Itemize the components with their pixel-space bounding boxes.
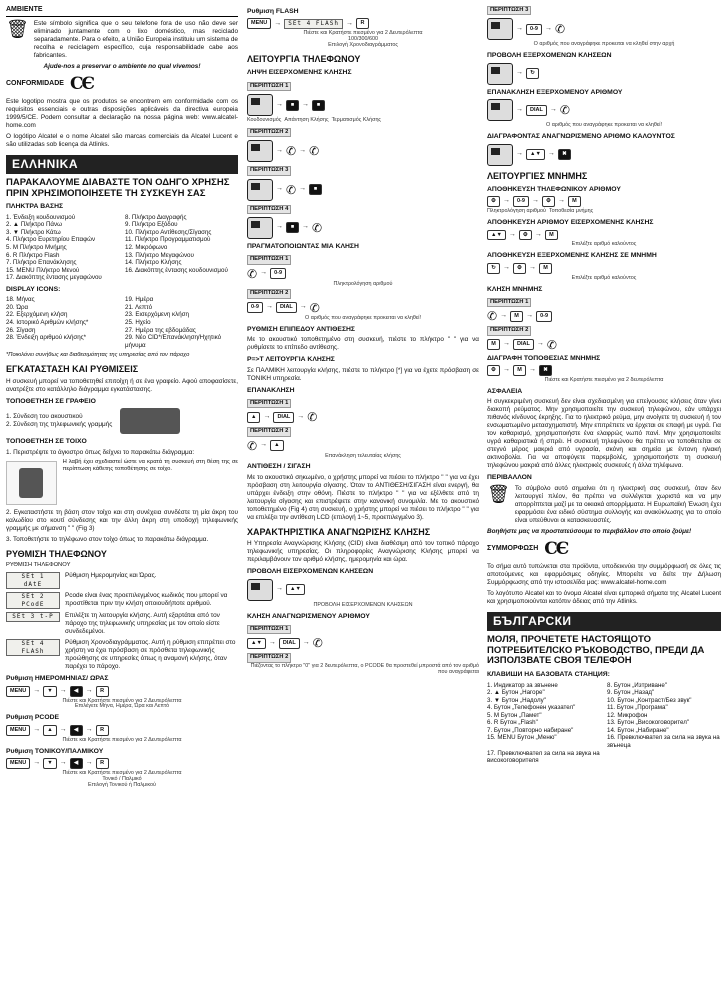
conformidade-text: Este logotipo mostra que os produtos se encontrem em conformidade com os requisitos essenciais e outras disposições aplicáveis da directiva europeia 1999/5/CE. Podem consultar a declaração na nossa página web: www.alcatel-home.com: [6, 98, 238, 129]
display-icon-item: 20. Ώρα: [6, 303, 29, 311]
view-incoming-heading: ΠΡΟΒΟΛΗ ΕΙΣΕΡΧΟΜΕΝΩΝ ΚΛΗΣΕΩΝ: [247, 568, 374, 576]
display-icons-list: [6, 296, 238, 349]
wall-hook-illustration: [6, 461, 57, 505]
handset-lift-icon: ✆: [286, 144, 297, 159]
delete-memory-diagram: ⚙ → M → ✖: [487, 365, 721, 376]
redial-outgoing-caption: Ο αριθμός που αναγράφηκε προκειται να κληθεί!: [546, 122, 662, 129]
crossed-bin-icon: 🗑: [487, 483, 510, 504]
date-caption-2: Επιλέγετε Μήνα, Ημέρα, Ώρα και Λεπτό: [74, 703, 170, 710]
conformidade-row: [6, 74, 238, 95]
store-outgoing-diagram: ↻ → ⚙ → M: [487, 263, 721, 274]
program-key: ⚙: [542, 196, 555, 207]
base-key-item: 17. Διακόπτης έντασης μεγαφώνου: [6, 274, 102, 282]
keypad-0-9: 0-9: [536, 311, 552, 322]
setup-row: [6, 572, 238, 589]
base-keys-heading: ΠΛΗΚΤΡΑ ΒΑΣΗΣ: [6, 203, 64, 211]
memcall-case-2-diagram: M → DIAL → ✆: [487, 339, 721, 351]
incoming-case-4-diagram: → ■ → ✆: [247, 217, 479, 239]
flash-setup-diagram: MENU → SEt 4 FLASh → R: [247, 18, 479, 29]
memory-key: M: [487, 339, 500, 350]
delete-heading: ΔΙΑΓΡΑΦΟΝΤΑΣ ΑΝΑΓΝΩΡΙΣΜΕΝΟ ΑΡΙΘΜΟ ΚΑΛΟΥΝΤΟΣ: [487, 133, 675, 141]
bulgarian-key-item: 16. Превключвател за сила на звука на звънеца: [607, 734, 720, 750]
incoming-case-1-diagram: → ■ → ■: [247, 94, 479, 116]
base-key-item: 1. Ένδειξη κουδουνισμού: [6, 213, 76, 221]
setup-text: Ρύθμιση Ημερομηνίας και Ώρας.: [65, 572, 157, 580]
brand-text-el: Το λογότυπο Alcatel και το όνομα Alcatel είναι εμπορικά σήματα της Alcatel Lucent και χρησιμοποιούνται κατόπιν άδειας από την Atlinks.: [487, 590, 721, 606]
pt-text: Σε ΠΑΛΜΙΚΗ λειτουργία κλήσης, πιέστε το πλήκτρο [*] για να έχετε πρόσβαση σε ΤΟΝΙΚΗ υπηρεσία.: [247, 366, 479, 382]
install-heading: ΕΓΚΑΤΑΣΤΑΣΗ ΚΑΙ ΡΥΘΜΙΣΕΙΣ: [6, 364, 139, 375]
pcode-setup-diagram: MENU → ▲ → ◀ → R: [6, 725, 238, 736]
tone-caption-3: Επιλογή Τονικού ή Παλμικού: [88, 781, 156, 788]
phone-ringing-icon: [247, 179, 273, 201]
desk-block: [6, 408, 238, 434]
store-heading: ΑΠΟΘΗΚΕΥΣΗ ΤΗΛΕΦΩΝΙΚΟΥ ΑΡΙΘΜΟΥ: [487, 185, 621, 193]
contrast-heading: ΡΥΘΜΙΣΗ ΕΠΙΠΕΔΟΥ ΑΝΤΙΘΕΣΗΣ: [247, 325, 356, 333]
view-incoming-diagram: → ▲▼: [247, 579, 479, 601]
up-down-key: ▲▼: [286, 584, 305, 595]
desk-phone-illustration: [120, 408, 180, 434]
bulgarian-key-item: 9. Бутон „Назад": [607, 689, 655, 697]
program-key: ⚙: [519, 230, 532, 241]
bulgarian-keys-heading: КЛАВИШИ НА БАЗОВАТА СТАНЦИЯ:: [487, 671, 610, 679]
display-icon-item: 24. Ιστορικό Αριθμών κλήσης*: [6, 318, 89, 326]
callback-case-3-label: ΠΕΡΙΠΤΩΣΗ 3: [487, 6, 531, 15]
incoming-case-3-label: ΠΕΡΙΠΤΩΣΗ 3: [247, 166, 291, 175]
pcode-caption: Πιέστε και Κρατήστε πιεσμένο για 2 Δευτερόλεπτα: [62, 736, 182, 743]
flash-caption-3: Επιλογή Χρονοδιαγράμματος: [328, 42, 398, 49]
phone-ringing-icon: [247, 140, 273, 162]
tone-setup-diagram: MENU → ▼ → ◀ → R: [6, 758, 238, 769]
display-icon-item: 29. Νέο CID*/Επανάκληση/Ηχητικό μήνυμα: [125, 334, 222, 349]
date-caption-1: Πιέστε και Κρατήστε πιεσμένο για 2 Δευτερόλεπτα: [62, 697, 182, 704]
phone-icon: [487, 144, 513, 166]
store-incoming-heading: ΑΠΟΘΗΚΕΥΣΗ ΑΡΙΘΜΟΥ ΕΙΣΕΡΧΟΜΕΝΗΣ ΚΛΗΣΗΣ: [487, 219, 654, 227]
redial-outgoing-heading: ΕΠΑΝΑΚΛΗΣΗ ΕΞΕΡΧΟΜΕΝΟΥ ΑΡΙΘΜΟΥ: [487, 88, 623, 96]
setup-lcd: SEt 4 FLASh: [6, 639, 60, 656]
delete-diagram: → ▲▼ → ✖: [487, 144, 721, 166]
answer-caption: Απάντηση Κλήσης: [284, 117, 329, 124]
redial-case-1-label: ΠΕΡΙΠΤΩΣΗ 1: [247, 399, 291, 408]
bulgarian-key-item: 7. Бутон „Повторно набиране": [487, 726, 574, 734]
memory-key: M: [545, 230, 558, 241]
handset-lift-icon: ✆: [247, 438, 258, 453]
safety-text: Η συγκεκριμένη συσκευή δεν είναι σχεδιασμένη για επείγουσες κλήσεις όταν γίνει διακοπή ρεύματος. Μην χρησιμοποιείτε την συσκευή τηλεφώνου, εάν υπάρχει πιθανός κίνδυνος έκρηξης. Για το ηλεκτρικό ρεύμα, μην ανοίγετε τη συσκευή ή τον ενσωματωμένο μετασχηματιστή. Μην επιτρέπετε να έρχεται σε επαφή με υγρά. Για τον καθαρισμό, χρησιμοποιήστε ένα ελαφρώς νωπό πανί. Μην χρησιμοποιείτε υγρά καθαριστικά ή σπρέι. Η συσκευή τηλεφώνου θα πρέπει να τοποθετείται σε στεγνό μέρος μακριά από υγρασία, σκόνη και σημεία με έντονη ηλιακή ακτινοβολία. Για να αποφύγετε παρεμβολές, χρησιμοποιήστε τη συσκευή τηλεφώνου μακριά από άλλες ηλεκτρικές συσκευές ή άλλα τηλέφωνα.: [487, 398, 721, 470]
dial-key: DIAL: [526, 105, 547, 116]
menu-key: MENU: [6, 758, 30, 769]
store-captions: [487, 209, 721, 215]
handset-lift-icon: ✆: [286, 182, 297, 197]
setup-lcd: SEt 3 t-P: [6, 612, 60, 622]
down-key: ▼: [43, 758, 56, 769]
pcode-setup-heading: Ρυθμιση PCODE: [6, 714, 60, 722]
keypad-0-9: 0-9: [513, 196, 529, 207]
wall-step-2: 2. Εγκαταστήστε τη βάση στον τοίχο και στη συνέχεια συνδέστε τη μία άκρη του καλωδίου στο κουτί σύνδεσης και την άλλη άκρη στη υποδοχή τηλεφωνικής γραμμής με σήμανση " " (Fig 3): [6, 508, 238, 532]
desk-step-2: 2. Σύνδεση της τηλεφωνικής γραμμής: [6, 421, 113, 429]
setup-lcd: SEt 1 dAtE: [6, 572, 60, 589]
contrast-text: Με το ακουστικό τοποθετημένο στη συσκευή, πιέστε το πλήκτρο " " για να ρυθμίσετε το επίπεδο αντίθεσης.: [247, 336, 479, 352]
display-icon-item: 26. Σίγαση: [6, 326, 36, 334]
delete-key: ✖: [558, 149, 571, 160]
compliance-text: Το σήμα αυτό τυπώνεται στα προϊόντα, υποδεικνύει την συμμόρφωσή σε όλες τις αποτούμενες και εφαρμόσιμες οδηγίες. Μπορείτε να δείτε την Δήλωση Συμμόρφωσης από την ιστοσελίδα μας: www.alcatel-home.com: [487, 563, 721, 587]
callback-case-2-label: ΠΕΡΙΠΤΩΣΗ 2: [247, 653, 291, 662]
environment-heading: ΠΕΡΙΒΑΛΛΟΝ: [487, 474, 532, 482]
base-key-item: 9. Πλήκτρο Εξόδου: [125, 221, 178, 229]
phone-ringing-icon: [247, 217, 273, 239]
program-key: ⚙: [487, 196, 500, 207]
column-right: [487, 4, 721, 996]
make-case-2-label: ΠΕΡΙΠΤΩΣΗ 2: [247, 289, 291, 298]
safety-heading: ΑΣΦΑΛΕΙΑ: [487, 387, 523, 395]
program-key: ⚙: [513, 263, 526, 274]
predial-caption: Ο αριθμός που αναγράφηκε προκειται να κληθεί!: [305, 314, 421, 321]
handset-lift-icon: ✆: [247, 266, 258, 281]
bulgarian-key-item: 17. Превключвател за сила на звука на високоговорителя: [487, 749, 600, 765]
keypad-0-9: 0-9: [526, 24, 542, 35]
handset-lift-icon: ✆: [312, 636, 323, 651]
date-setup-diagram: MENU → ▼ → ◀ → R: [6, 686, 238, 697]
bulgarian-banner: БЪЛГАРСКИ: [487, 612, 721, 631]
make-case-2-diagram: 0-9 → DIAL → ✆: [247, 302, 479, 314]
select-caller-caption: Επιλέξτε αριθμό καλούντος: [571, 241, 637, 248]
ambiente-text: Este símbolo significa que o seu telefone fora de uso não deve ser eliminado juntamente com o lixo doméstico, mas reciclado separadamente. Para o efeito, a União Europeia instituiu um sistema de recolha e reciclagem específico, cuja responsabilidade cabe aos fabricantes.: [33, 19, 238, 59]
wall-step-1b: Η λαβή έχει σχεδιαστεί ώστε να κρατά τη συσκευή στη θέση της σε περίπτωση κάθετης τοποθέτησης σε τοίχο.: [62, 458, 238, 472]
bulgarian-key-item: 15. MENU Бутон „Меню": [487, 734, 557, 742]
speaker-key: ■: [312, 100, 325, 111]
handset-lift-icon: ✆: [487, 309, 498, 324]
display-icons-heading: DISPLAY ICONS:: [6, 285, 61, 293]
base-key-item: 4. Πλήκτρο Ευρετηρίου Επαφών: [6, 236, 96, 244]
menu-key: MENU: [6, 725, 30, 736]
display-icon-item: 18. Μήνας: [6, 296, 35, 304]
redial-key: ▲: [270, 440, 283, 451]
memcall-case-2-label: ΠΕΡΙΠΤΩΣΗ 2: [487, 326, 531, 335]
base-key-item: 12. Μικρόφωνο: [125, 243, 168, 251]
desk-step-1: 1. Σύνδεση του ακουστικού: [6, 413, 83, 421]
bulgarian-keys-list: [487, 682, 721, 765]
memory-heading: ΛΕΙΤΟΥΡΓΙΕΣ ΜΝΗΜΗΣ: [487, 170, 588, 181]
dial-caption: Πληκτρολόγηση αριθμού: [333, 280, 393, 287]
up-key: ▲: [43, 725, 56, 736]
make-case-1-diagram: ✆ → 0-9: [247, 268, 479, 280]
brand-text-pt: O logótipo Alcatel e o nome Alcatel são marcas comerciais da Alcatel Lucent e são utilizadas sob licença da Atlinks.: [6, 133, 238, 148]
cid-heading: ΧΑΡΑΚΤΗΡΙΣΤΙΚΑ ΑΝΑΓΝΩΡΙΣΗΣ ΚΛΗΣΗΣ: [247, 526, 431, 537]
store-outgoing-heading: ΑΠΟΘΗΚΕΥΣΗ ΕΞΕΡΧΟΜΕΝΗΣ ΚΛΗΣΗΣ ΣΕ ΜΝΗΜΗ: [487, 252, 657, 260]
environment-block: [487, 485, 721, 528]
delete-memory-caption: Πιέστε και Κρατήστε πιεσμένο για 2 δευτερόλεπτα: [544, 377, 664, 384]
keypad-0-9: 0-9: [247, 302, 263, 313]
base-key-item: 10. Πλήκτρο Αντίθεσης/Σίγασης: [125, 228, 212, 236]
setup-row: [6, 639, 238, 671]
compliance-row: [487, 539, 721, 560]
handset-hangup-icon: ✆: [312, 220, 323, 235]
incoming-heading: ΛΗΨΗ ΕΙΣΕΡΧΟΜΕΝΗΣ ΚΛΗΣΗΣ: [247, 69, 352, 77]
bulgarian-key-item: 13. Бутон „Високоговорител": [607, 719, 690, 727]
bulgarian-key-item: 6. R Бутон „Flash": [487, 719, 538, 727]
handset-hangup-icon: ✆: [309, 144, 320, 159]
setup-text: Ρύθμιση Χρονοδιαγράμματος. Αυτή η ρύθμιση επιτρέπει στο χρήστη να έχει πρόσβαση σε πρόσθετα τηλεφωνικής προώθησης σε υπηρεσίες όπως η αναμονή κλήσης, όταν παρέχει το πάροχο.: [65, 639, 236, 671]
setup-row: [6, 612, 238, 636]
ce-mark-icon: CЄ: [544, 538, 568, 559]
handset-lift-icon: ✆: [546, 337, 557, 352]
redial-outgoing-diagram: → DIAL → ✆: [487, 99, 721, 121]
callback-case-1-label: ΠΕΡΙΠΤΩΣΗ 1: [247, 625, 291, 634]
flash-lcd: SEt 4 FLASh: [284, 19, 343, 29]
display-icon-item: 27. Ημέρα της εβδομάδας: [125, 326, 196, 334]
delete-key: ✖: [539, 365, 552, 376]
wall-heading: ΤΟΠΟΘΕΤΗΣΗ ΣΕ ΤΟΙΧΟ: [6, 438, 87, 446]
up-down-key: ▲▼: [526, 149, 545, 160]
setup-lcd: SEt 2 PCodE: [6, 592, 60, 609]
keypad-0-9: 0-9: [270, 268, 286, 279]
up-down-key: ▲▼: [247, 638, 266, 649]
r-key: R: [96, 758, 109, 769]
base-key-item: 6. R Πλήκτρο Flash: [6, 251, 60, 259]
ce-mark-icon: CЄ: [69, 73, 94, 94]
dial-key: DIAL: [276, 302, 297, 313]
conformidade-heading: CONFORMIDADE: [6, 80, 64, 87]
menu-key: MENU: [247, 18, 271, 29]
end-caption: Τερματισμός Κλήσης: [331, 117, 382, 124]
menu-key: MENU: [6, 686, 30, 697]
environment-slogan: Βοηθήστε μας να προστατεύσουμε το περιβάλλον στο οποίο ζούμε!: [487, 527, 692, 535]
base-key-item: 2. ▲ Πλήκτρο Πάνω: [6, 221, 62, 229]
base-key-item: 8. Πλήκτρο Διαγραφής: [125, 213, 187, 221]
date-setup-heading: Ρυθμιση ΗΜΕΡΟΜΗΝΙΑΣ/ ΩΡΑΣ: [6, 675, 109, 683]
setup-subheading: ΡΥΘΜΙΣΗ ΤΗΛΕΦΩΝΟΥ: [6, 561, 71, 568]
display-icon-item: 19. Ημέρα: [125, 296, 154, 304]
crossed-bin-icon: 🗑: [6, 18, 29, 39]
make-case-1-label: ΠΕΡΙΠΤΩΣΗ 1: [247, 255, 291, 264]
base-key-item: 15. MENU Πλήκτρο Μενού: [6, 266, 80, 274]
setup-text: Επιλέξτε τη λειτουργία κλήσης. Αυτή εξαρτάται από τον πάροχο της τηλεφωνικής υπηρεσίας με τον οποίο είστε συνδεδεμένοι.: [65, 612, 220, 636]
greek-read-title: ΠΑΡΑΚΑΛΟΥΜΕ ΔΙΑΒΑΣΤΕ ΤΟΝ ΟΔΗΓΟ ΧΡΗΣΗΣ ΠΡΙΝ ΧΡΗΣΙΜΟΠΟΙΗΣΕΤΕ ΤΗ ΣΥΣΚΕΥΗ ΣΑΣ: [6, 177, 230, 199]
base-key-item: 7. Πλήκτρο Επανάκλησης: [6, 259, 77, 267]
bulgarian-key-item: 8. Бутон „Изтриване": [607, 681, 668, 689]
mute-heading: ΑΝΤΙΘΕΣΗ / ΣΙΓΑΣΗ: [247, 463, 311, 471]
callback-heading: ΚΛΗΣΗ ΑΝΑΓΝΩΡΙΣΜΕΝΟΥ ΑΡΙΘΜΟΥ: [247, 612, 370, 620]
redial-caption: Επανάκληση τελευταίας κλήσης: [325, 452, 401, 459]
tone-caption: Πιέστε και Κρατήστε πιεσμένο για 2 Δευτερόλεπτα: [62, 770, 182, 777]
flash-caption: Πιέστε και Κρατήστε πιεσμένο για 2 Δευτερόλεπτα: [303, 30, 423, 37]
memory-key: M: [539, 263, 552, 274]
handset-lift-icon: ✆: [559, 103, 570, 118]
store-diagram: ⚙ → 0-9 → ⚙ → M: [487, 196, 721, 207]
callback-case-3-diagram: → 0-9 → ✆: [487, 18, 721, 40]
enter-key: ◀: [70, 725, 83, 736]
column-middle: [247, 4, 479, 996]
speaker-key: ■: [309, 184, 322, 195]
flash-caption-2: 100/300/600: [348, 36, 378, 43]
phone-ringing-icon: [247, 94, 273, 116]
bulgarian-key-item: [607, 750, 721, 765]
install-text: Η συσκευή μπορεί να τοποθετηθεί επιτοίχη ή σε ένα γραφείο. Αφού αποφασίσετε, ανατρέξτε στο κατάλληλο διάγραμμα εγκατάστασης.: [6, 377, 238, 393]
wall-step-1: 1. Περιστρέψτε το άγκιστρο όπως δείχνει το παρακάτω διάγραμμα:: [6, 448, 195, 456]
wall-step-3: 3. Τοποθετήστε το τηλέφωνο στον τοίχο όπως το παρακάτω διάγραμμα.: [6, 535, 209, 543]
ambiente-slogan: Ajude-nos a preservar o ambiente no qual vivemos!: [43, 62, 201, 70]
redial-case-2-label: ΠΕΡΙΠΤΩΣΗ 2: [247, 427, 291, 436]
delete-memory-heading: ΔΙΑΓΡΑΦΗ ΤΟΠΟΘΕΣΙΑΣ ΜΝΗΜΗΣ: [487, 354, 601, 362]
incoming-case-1-captions: [247, 118, 479, 124]
memory-key: M: [568, 196, 581, 207]
memory-key: M: [513, 365, 526, 376]
memory-key: M: [510, 311, 523, 322]
redial-key: ↻: [526, 68, 539, 79]
phone-icon: [487, 99, 513, 121]
bulgarian-key-item: 3. ▼ Бутон „Надолу": [487, 696, 546, 704]
store-incoming-diagram: ▲▼ → ⚙ → M: [487, 230, 721, 241]
bulgarian-key-item: 10. Бутон „Контраст/Без звук": [607, 696, 692, 704]
bulgarian-key-item: 2. ▲ Бутон „Нагоре": [487, 689, 545, 697]
down-key: ▼: [43, 686, 56, 697]
redial-key: ▲: [247, 412, 260, 423]
base-keys-list: [6, 214, 238, 282]
program-key: ⚙: [487, 365, 500, 376]
case3-caption: Ο αριθμός που αναγράφηκε προκειται να κληθεί στην αρχή: [533, 41, 675, 48]
tone-setup-heading: Ρυθμιση ΤΟΝΙΚΟΥ/ΠΑΛΜΙΚΟΥ: [6, 747, 104, 755]
handset-lift-icon: ✆: [309, 300, 320, 315]
up-down-key: ▲▼: [487, 230, 506, 241]
store-caption-1: Πληκτρολόγηση αριθμού: [487, 208, 546, 215]
memcall-case-1-label: ΠΕΡΙΠΤΩΣΗ 1: [487, 298, 531, 307]
base-key-item: [125, 274, 238, 282]
r-key: R: [96, 686, 109, 697]
select-caller-caption-2: Επιλέξτε αριθμό καλούντος: [571, 274, 637, 281]
display-icon-item: 21. Λεπτό: [125, 303, 153, 311]
ambiente-block: [6, 20, 238, 63]
setup-text: Pcode είναι ένας προεπιλεγμένος κωδικός που μπορεί να προστίθεται πριν την κλήση οποιουδήποτε αριθμού.: [65, 592, 228, 608]
incoming-case-3-diagram: → ✆ → ■: [247, 179, 479, 201]
flash-setup-heading: Ρυθμιση FLASH: [247, 8, 299, 15]
r-key: R: [96, 725, 109, 736]
redial-case-2-diagram: ✆ → ▲: [247, 440, 479, 452]
display-icon-item: 23. Εισερχόμενη κλήση: [125, 311, 189, 319]
make-call-heading: ΠΡΑΓΜΑΤΟΠΟΙΩΝΤΑΣ ΜΙΑ ΚΛΗΣΗ: [247, 242, 359, 250]
callback-case-1-diagram: ▲▼ → DIAL → ✆: [247, 637, 479, 649]
compliance-heading: ΣΥΜΜΟΡΦΩΣΗ: [487, 545, 539, 553]
bulgarian-key-item: 4. Бутон „Телефонен указател": [487, 704, 576, 712]
view-outgoing-heading: ΠΡΟΒΟΛΗ ΕΞΕΡΧΟΜΕΝΩΝ ΚΛΗΣΕΩΝ: [487, 52, 612, 60]
redial-key: ↻: [487, 263, 500, 274]
environment-text: Το σύμβολο αυτό σημαίνει ότι η ηλεκτρική σας συσκευή, όταν δεν λειτουργεί πλέον, θα πρέπει να συλλέγεται χωριστά και να μην απορρίπτεται μαζί με τα οικιακά απορρίμματα. Η Ευρωπαϊκή Ένωση έχει εφαρμόσει ένα ειδικό σύστημα συλλογής και ανακύκλωσης για το οποίο είναι υπεύθυνοι οι κατασκευαστές.: [514, 484, 721, 524]
cid-text: Η Υπηρεσία Αναγνώρισης Κλήσης (CID) είναι διαθέσιμη από τον τοπικό πάροχο τηλεφωνικής υπηρεσίας. Οι πληροφορίες Αναγνώρισης Κλήσης μπορεί να περιλαμβάνουν τον αριθμό κλήσης, ημερομηνία και ώρα.: [247, 540, 479, 564]
redial-case-1-diagram: ▲ → DIAL → ✆: [247, 411, 479, 423]
bulgarian-key-item: 11. Бутон „Програма": [607, 704, 668, 712]
memory-call-heading: ΚΛΗΣΗ ΜΝΗΜΗΣ: [487, 285, 543, 293]
base-key-item: 11. Πλήκτρο Προγραμματισμού: [125, 236, 211, 244]
callback-caption: Πιέζοντας το πλήκτρο "0" για 2 δευτερόλεπτα, ο PCODE θα προστεθεί μπροστά από τον αριθμό που αναγράφεται: [250, 662, 479, 675]
r-key: R: [356, 18, 369, 29]
handset-lift-icon: ✆: [307, 410, 318, 425]
setup-heading: ΡΥΘΜΙΣΗ ΤΗΛΕΦΩΝΟΥ: [6, 548, 107, 559]
tone-caption-2: Τονικό / Παλμικό: [102, 775, 142, 782]
incoming-case-1-label: ΠΕΡΙΠΤΩΣΗ 1: [247, 82, 291, 91]
bulgarian-key-item: 5. M Бутон „Памет": [487, 711, 542, 719]
base-key-item: 13. Πλήκτρο Μεγαφώνου: [125, 251, 194, 259]
bulgarian-key-item: 1. Индикатор за звънене: [487, 681, 558, 689]
display-icon-item: 22. Εξερχόμενη κλήση: [6, 311, 68, 319]
speaker-key: ■: [286, 222, 299, 233]
setup-list: [6, 572, 238, 671]
bulgarian-read-title: МОЛЯ, ПРОЧЕТЕТЕ НАСТОЯЩОТО ПОТРЕБИТЕЛСКО РЪКОВОДСТВО, ПРЕДИ ДА ИЗПОЛЗВАТЕ СВОЯ ТЕЛЕФОН: [487, 634, 705, 667]
incoming-case-2-label: ΠΕΡΙΠΤΩΣΗ 2: [247, 128, 291, 137]
mute-text: Με το ακουστικό σηκωμένο, ο χρήστης μπορεί να πιέσει το πλήκτρο " " για να έχει πρόσβαση στη λειτουργία σίγασης. Όταν το ΑΝΤΙΘΕΣΗ/ΣΙΓΑΣΗ είναι ενεργή, θα υπάρχει ένδειξη στην οθόνη. Πιέστε το πλήκτρο " " για να εξέλθετε από τη λειτουργία σίγασης και επιστρέψετε στην κανονική συνομιλία. Με το ακουστικό τοποθετημένο (Fig 4) στη συσκευή, ο χρήστης μπορεί να πιέσει το πλήκτρο " " για να επιλέξει την αντίθεση LCD (επιλογή 1~5, προεπιλεγμένο 3).: [247, 473, 479, 521]
operation-heading: ΛΕΙΤΟΥΡΓΙΑ ΤΗΛΕΦΩΝΟΥ: [247, 54, 361, 65]
incoming-case-2-diagram: → ✆ → ✆: [247, 140, 479, 162]
handset-lift-icon: ✆: [554, 22, 566, 37]
ringing-caption: Κουδουνισμός: [247, 117, 282, 124]
display-icon-item: 28. Ένδειξη αριθμού κλήσης*: [6, 334, 87, 342]
enter-key: ◀: [70, 758, 83, 769]
bulgarian-key-item: 14. Бутон „Набиране": [607, 726, 669, 734]
phone-icon: [487, 63, 513, 85]
dial-key: DIAL: [513, 339, 534, 350]
display-note: *Ποικιλόνει συνήθως και διαθεσιμότητας της υπηρεσίας από τον πάροχο: [6, 352, 190, 359]
display-icon-item: 25. Ηχείο: [125, 318, 151, 326]
setup-row: [6, 592, 238, 609]
memcall-case-1-diagram: ✆ → M → 0-9: [487, 310, 721, 322]
pt-heading: P=>T ΛΕΙΤΟΥΡΓΙΑ ΚΛΗΣΗΣ: [247, 356, 335, 364]
desk-heading: ΤΟΠΟΘΕΤΗΣΗ ΣΕ ΓΡΑΦΕΙΟ: [6, 397, 96, 405]
base-key-item: 16. Διακόπτης έντασης κουδουνισμού: [125, 266, 228, 274]
store-caption-2: Τοποθεσία μνήμης: [548, 208, 594, 215]
enter-key: ◀: [70, 686, 83, 697]
dial-key: DIAL: [273, 412, 294, 423]
speaker-key: ■: [286, 100, 299, 111]
bulgarian-key-item: 12. Микрофон: [607, 711, 648, 719]
phone-icon: [247, 579, 273, 601]
phone-icon: [487, 18, 513, 40]
incoming-case-4-label: ΠΕΡΙΠΤΩΣΗ 4: [247, 205, 291, 214]
view-outgoing-diagram: → ↻: [487, 63, 721, 85]
ambiente-heading: AMBIENTE: [6, 6, 238, 17]
wall-block: [6, 459, 238, 507]
redial-heading: ΕΠΑΝΑΚΛΗΣΗ: [247, 386, 295, 394]
greek-banner: ΕΛΛΗΝΙΚΑ: [6, 155, 238, 174]
base-key-item: 5. M Πλήκτρο Μνήμης: [6, 243, 67, 251]
base-key-item: 14. Πλήκτρο Κλήσης: [125, 259, 182, 267]
column-left: [6, 4, 238, 996]
dial-key: DIAL: [279, 638, 300, 649]
base-key-item: 3. ▼ Πλήκτρο Κάτω: [6, 228, 61, 236]
view-incoming-caption: ΠΡΟΒΟΛΗ ΕΙΣΕΡΧΟΜΕΝΩΝ ΚΛΗΣΕΩΝ: [313, 601, 413, 608]
